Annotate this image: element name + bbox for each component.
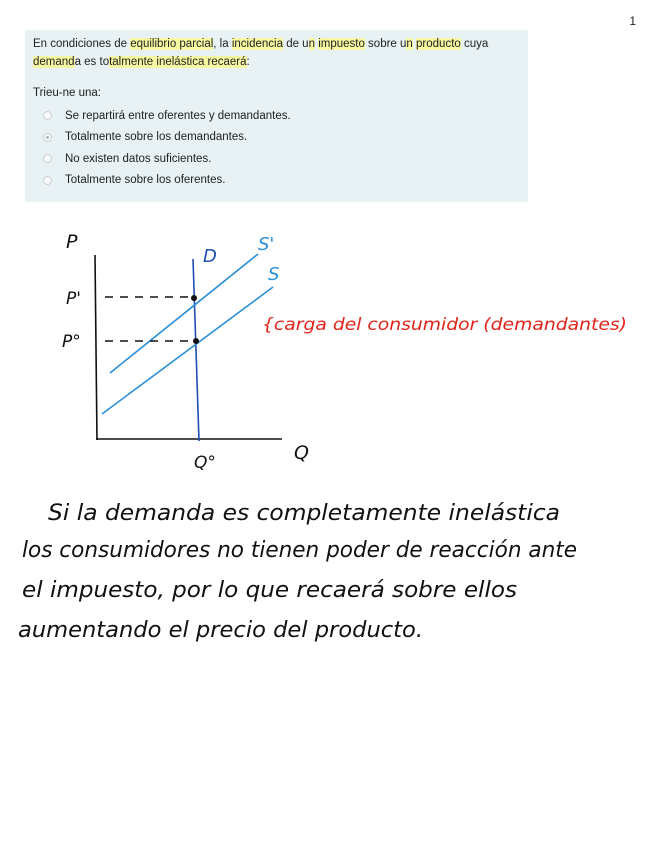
- option-label: Totalmente sobre los oferentes.: [65, 174, 226, 187]
- highlighted-text: producto: [416, 38, 461, 50]
- highlighted-text: equilibrio parcial: [130, 38, 214, 50]
- question-text-segment: En condiciones de: [33, 38, 131, 50]
- equilibrium-point-new: [191, 295, 197, 301]
- option-label: Totalmente sobre los demandantes.: [65, 131, 248, 144]
- supply-shifted-curve: [110, 254, 258, 373]
- y-axis-label: P: [66, 231, 78, 253]
- p0-label: P°: [62, 332, 81, 352]
- highlighted-text: n: [406, 38, 413, 50]
- x-axis-label: Q: [294, 442, 309, 464]
- equilibrium-point: [193, 338, 199, 344]
- answer-prompt: Trieu-ne una:: [33, 87, 101, 99]
- highlighted-text: n: [308, 38, 315, 50]
- supply-curve: [102, 287, 273, 414]
- highlighted-text: incidencia: [231, 38, 283, 50]
- highlighted-text: impuesto: [318, 38, 365, 50]
- question-text-segment: sobre u: [364, 38, 407, 50]
- demand-curve: [193, 259, 199, 441]
- q0-label: Q°: [194, 453, 216, 473]
- explanation-line-2: los consumidores no tienen poder de reacción ante: [22, 538, 577, 563]
- page-number: 1: [629, 14, 636, 28]
- question-text-segment: , la: [213, 38, 232, 50]
- highlighted-text: talmente inelástica recaerá: [109, 56, 247, 68]
- y-axis: [95, 255, 97, 440]
- supply-label: S: [268, 264, 280, 285]
- question-text-segment: a es to: [74, 56, 110, 68]
- question-text-segment: :: [246, 56, 250, 68]
- option-label: No existen datos suficientes.: [65, 152, 212, 165]
- burden-annotation: {carga del consumidor (demandantes): [262, 315, 627, 335]
- p1-label: P': [66, 289, 81, 309]
- highlighted-text: demand: [33, 56, 75, 68]
- explanation-line-4: aumentando el precio del producto.: [18, 618, 424, 643]
- option-label: Se repartirá entre oferentes y demandantes.: [65, 109, 291, 122]
- explanation-line-1: Si la demanda es completamente inelástica: [48, 501, 560, 526]
- demand-label: D: [203, 246, 217, 267]
- question-text-segment: cuya: [460, 38, 489, 50]
- supply-shifted-label: S': [258, 234, 275, 255]
- explanation-line-3: el impuesto, por lo que recaerá sobre ellos: [22, 578, 517, 603]
- question-text-segment: de u: [283, 38, 309, 50]
